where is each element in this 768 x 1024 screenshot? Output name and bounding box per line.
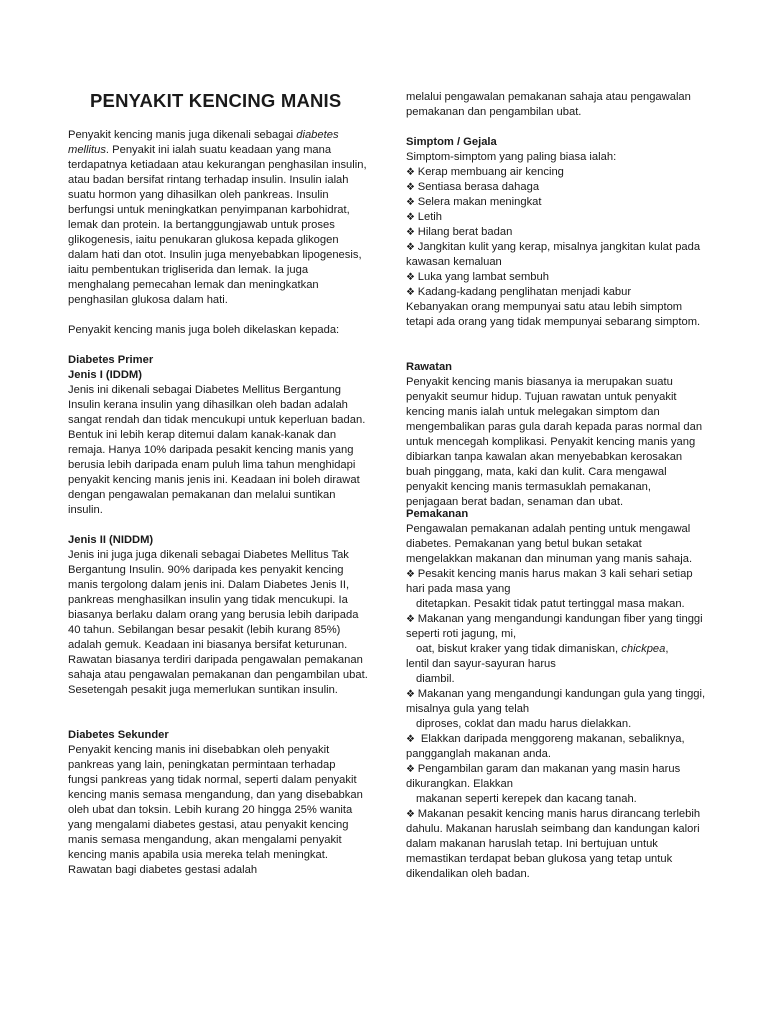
intro-italic-term: diabetes mellitus [68, 129, 339, 156]
intro-paragraph [68, 128, 368, 308]
pemakanan-item: ❖ Pesakit kencing manis harus makan 3 kali sehari setiap hari pada masa yang [406, 567, 706, 597]
pemakanan-block [406, 507, 706, 882]
pemakanan-item: ❖ Pengambilan garam dan makanan yang masin harus dikurangkan. Elakkan [406, 762, 706, 792]
simptom-item: ❖ Kerap membuang air kencing [406, 165, 706, 180]
simptom-item: ❖ Sentiasa berasa dahaga [406, 180, 706, 195]
intro-text-rest: . Penyakit ini ialah suatu keadaan yang mana terdapatnya ketiadaan atau kekurangan penghasilan insulin, atau badan bersifat rintang terhadap insulin. Insulin ialah suatu hormon yang dihasilkan oleh pankreas. Insulin berfungsi untuk meningkatkan penyimpanan karbohidrat, lemak dan protein. Ia bertanggungjawab untuk proses glikogenesis, iaitu penukaran glukosa kepada glikogen dalam hati dan otot. Insulin juga menyebabkan lipogenesis, iaitu pembentukan trigliserida dan lemak. Ia juga menghalang pemecahan lemak dan meningkatkan penghasilan glukosa dalam hati. [68, 144, 367, 306]
simptom-heading: Simptom / Gejala [406, 136, 497, 148]
sekunder-heading: Diabetes Sekunder [68, 729, 169, 741]
simptom-block [406, 150, 706, 330]
pemakanan-item: ❖ Makanan yang mengandungi kandungan fiber yang tinggi seperti roti jagung, mi, [406, 612, 706, 642]
pemakanan-item-continued [406, 642, 706, 657]
pemakanan-item-continued: diproses, coklat dan madu harus dielakkan. [416, 718, 632, 730]
simptom-item: ❖ Jangkitan kulit yang kerap, misalnya jangkitan kulat pada kawasan kemaluan [406, 240, 706, 270]
jenis2-heading: Jenis II (NIDDM) [68, 534, 154, 546]
rawatan-paragraph: Penyakit kencing manis biasanya ia merupakan suatu penyakit seumur hidup. Tujuan rawatan untuk penyakit kencing manis ialah untuk melegakan simptom dan mengembalikan paras gula darah kepada paras normal dan untuk mencegah komplikasi. Penyakit kencing manis yang dibiarkan tanpa kawalan akan menyebabkan kerosakan buah pinggang, mata, kaki dan kulit. Cara mengawal penyakit kencing manis termasuklah pemakanan, penjagaan berat badan, senaman dan ubat. [406, 376, 703, 508]
classify-paragraph: Penyakit kencing manis juga boleh dikelaskan kepada: [68, 324, 340, 336]
intro-text: Penyakit kencing manis juga dikenali sebagai [68, 129, 297, 141]
pemakanan-item-continued: makanan seperti kerepek dan kacang tanah. [416, 793, 637, 805]
pemakanan-item: ❖ Elakkan daripada menggoreng makanan, sebaliknya, pangganglah makanan anda. [406, 732, 706, 762]
continued-paragraph: melalui pengawalan pemakanan sahaja atau pengawalan pemakanan dan pengambilan ubat. [406, 91, 691, 118]
simptom-item: ❖ Hilang berat badan [406, 225, 706, 240]
simptom-item: ❖ Selera makan meningkat [406, 195, 706, 210]
pemakanan-paragraph: Pengawalan pemakanan adalah penting untuk mengawal diabetes. Pemakanan yang betul bukan setakat mengelakkan makanan dan minuman yang manis sahaja. [406, 523, 693, 565]
item-text-rest: , [665, 643, 669, 655]
page-title: PENYAKIT KENCING MANIS [90, 90, 342, 111]
simptom-item: ❖ Kadang-kadang penglihatan menjadi kabur [406, 285, 706, 300]
jenis2-paragraph: Jenis ini juga juga dikenali sebagai Diabetes Mellitus Tak Bergantung Insulin. 90% daripada kes penyakit kencing manis tergolong dalam jenis ini. Dalam Diabetes Jenis II, pankreas menghasilkan insulin yang tidak mencukupi. Ia biasanya berlaku dalam orang yang berusia lebih daripada 40 tahun. Sebilangan besar pesakit (lebih kurang 85%) adalah gemuk. Keadaan ini biasanya bersifat keturunan. Rawatan biasanya terdiri daripada pengawalan pemakanan sahaja atau pengawalan pemakanan dan pengambilan ubat. Sesetengah pesakit juga memerlukan suntikan insulin. [68, 549, 368, 696]
rawatan-heading: Rawatan [406, 361, 453, 373]
pemakanan-item-continued: lentil dan sayur-sayuran harus [406, 658, 556, 670]
simptom-item: ❖ Luka yang lambat sembuh [406, 270, 706, 285]
simptom-intro: Simptom-simptom yang paling biasa ialah: [406, 151, 617, 163]
pemakanan-item-continued: ditetapkan. Pesakit tidak patut tertinggal masa makan. [416, 598, 685, 610]
sekunder-paragraph: Penyakit kencing manis ini disebabkan oleh penyakit pankreas yang lain, peningkatan permintaan terhadap fungsi pankreas yang tidak normal, seperti dalam penyakit kencing manis semasa mengandung, dan yang disebabkan oleh ubat dan toksin. Lebih kurang 20 hingga 25% wanita yang mengalami diabetes gestasi, atau penyakit kencing manis semasa mengandung, akan mengalami penyakit kencing manis apabila usia mereka telah meningkat. Rawatan bagi diabetes gestasi adalah [68, 744, 363, 876]
pemakanan-heading: Pemakanan [406, 508, 469, 520]
item-italic-term: chickpea [621, 643, 666, 655]
simptom-item: ❖ Letih [406, 210, 706, 225]
pemakanan-item: ❖ Makanan pesakit kencing manis harus dirancang terlebih dahulu. Makanan haruslah seimbang dan kandungan kalori dalam makanan haruslah tetap. Ini bertujuan untuk memastikan terdapat beban glukosa yang tetap untuk dikendalikan oleh badan. [406, 807, 706, 882]
jenis1-heading: Jenis I (IDDM) [68, 369, 142, 381]
jenis1-paragraph: Jenis ini dikenali sebagai Diabetes Mellitus Bergantung Insulin kerana insulin yang dihasilkan oleh badan adalah sangat rendah dan tidak mencukupi untuk keperluan badan. Bentuk ini lebih kerap ditemui dalam kanak-kanak dan remaja. Hanya 10% daripada pesakit kencing manis yang berusia lebih daripada enam puluh lima tahun menghidapi penyakit kencing manis jenis ini. Keadaan ini boleh dirawat dengan pengawalan pemakanan dan melalui suntikan insulin. [68, 384, 366, 516]
item-text: oat, biskut kraker yang tidak dimaniskan, [416, 643, 622, 655]
primer-heading: Diabetes Primer [68, 354, 154, 366]
simptom-outro: Kebanyakan orang mempunyai satu atau lebih simptom tetapi ada orang yang tidak mempunyai sebarang simptom. [406, 301, 701, 328]
pemakanan-item-continued: diambil. [416, 673, 455, 685]
pemakanan-item: ❖ Makanan yang mengandungi kandungan gula yang tinggi, misalnya gula yang telah [406, 687, 706, 717]
